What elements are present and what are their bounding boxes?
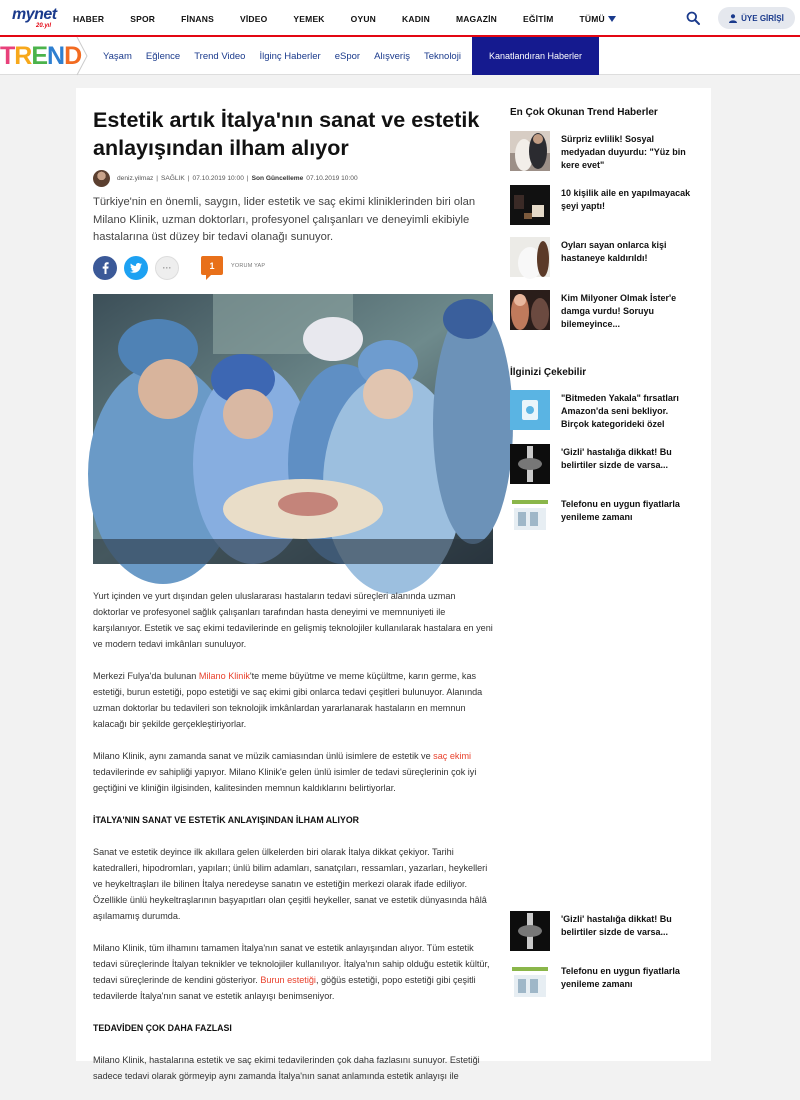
article-lead: Türkiye'nin en önemli, saygın, lider estetik ve saç ekimi kliniklerinden biri olan Milano Klinik, uzman doktorları, profesyonel çalışanları ve deneyimli ekibiyle hastalarına üst düzey bir tedavi olanağı sunuyor. [93,196,476,243]
paragraph: Sanat ve estetik deyince ilk akıllara gelen ülkelerden biri olarak İtalya dikkat çekiyor. Tarihi katedralleri, hipodromları, yapıları; ünlü bilim adamları, sanatçıları, ressamları, yazarları, heykelleri ve heykeltraşları ile bilinen İtalya neredeyse sanatın ve estetiğin merkezi olarak ifade ediliyor. Özellikle ünlü heykeltraşlarının başyapıtları olan çeşitli heykeller, sanat ve estetik dünyasında hâlâ aşılamamış durumda. [93,847,488,921]
nav-magazin[interactable]: MAGAZİN [455,13,497,24]
search-icon[interactable] [686,11,700,25]
comment-button[interactable] [201,256,265,275]
paragraph [93,748,493,796]
facebook-icon [102,262,109,274]
paragraph-text: , göğüs estetiği, popo estetiği gibi çeşitli tedavilerde İtalya'nın sanat ve estetik anlayışı benimseniyor. [93,975,476,1001]
popular-item-title: 10 kişilik aile en yapılmayacak şeyi yaptı! [561,188,691,211]
trend-logo[interactable] [0,42,82,70]
trend-logo-letter: N [47,42,65,70]
burun-estetigi-link[interactable]: Burun estetiği [260,975,316,985]
published-date: 07.10.2019 10:00 [192,174,244,182]
mynet-logo[interactable] [12,6,56,32]
author-name[interactable]: deniz.yilmaz [117,174,154,182]
section-heading: TEDAVİDEN ÇOK DAHA FAZLASI [93,1023,232,1033]
paragraph [93,940,493,1004]
user-icon [729,14,737,23]
thumbnail [510,185,550,225]
trend-logo-letter: E [31,42,48,70]
chevron-right-icon [76,37,88,75]
paragraph-text: tedavilerinde ev sahipliği yapıyor. Milano Klinik'e gelen ünlü isimler de tedavi süreçlerinin çok iyi geçtiğini ve kliniğin ilgisinden, kalitesinden memnun kaldıklarını belirtiyorlar. [93,767,477,793]
interest-item-title: Telefonu en uygun fiyatlarla yenileme zamanı [561,499,680,522]
paragraph-text: Milano Klinik, tüm ilhamını tamamen İtalya'nın sanat ve estetik anlayışından alıyor. Tüm estetik tedavi süreçlerinde İtalyan teknikler ve teknolojiler kullanılıyor. İtalya'nın sahip olduğu estetik kültür, tedavi süreçlerinde de kendini gösteriyor. [93,943,490,985]
popular-title: En Çok Okunan Trend Haberler [510,107,658,118]
nav-spor[interactable]: SPOR [130,13,156,24]
section-heading: İTALYA'NIN SANAT VE ESTETİK ANLAYIŞINDAN İLHAM ALIYOR [93,815,360,825]
trend-navbar [0,37,800,75]
interest-item-title: 'Gizli' hastalığa dikkat! Bu belirtiler sizde de varsa... [561,914,672,937]
meta-divider: | [187,174,190,182]
logo-text: mynet [12,6,57,23]
trend-logo-letter: D [64,42,82,70]
paragraph-text: 'te meme büyütme ve meme küçültme, karın germe, kas estetiği, burun estetiği, popo estetiği ve saç ekimi gibi onlarca tedavi çeşitleri bulunuyor. Alanında uzman doktorlar bu tedavileri son teknolojik imkânlardan yararlanarak hastaların en memnun kalacağı bir şekilde gerçekleştiriyorlar. [93,671,483,729]
thumbnail [510,290,550,330]
thumbnail [510,496,550,536]
popular-item-title: Kim Milyoner Olmak İster'e damga vurdu! Soruyu bilemeyince... [561,293,677,329]
interest-item[interactable] [510,444,700,484]
more-share-button[interactable]: ··· [155,256,179,280]
trend-nav-trend-video[interactable]: Trend Video [194,50,246,62]
updated-label: Son Güncelleme [251,174,304,182]
thumbnail [510,911,550,951]
interest-item-title: Telefonu en uygun fiyatlarla yenileme zamanı [561,966,680,989]
interest-item[interactable] [510,496,700,536]
nav-oyun[interactable]: OYUN [350,13,377,24]
meta-divider: | [246,174,249,182]
nav-more-menu[interactable] [579,14,615,24]
caret-down-icon [608,16,616,22]
interest-item-title: "Bitmeden Yakala" fırsatları Amazon'da seni bekliyor. Birçok kategorideki özel [561,393,679,429]
paragraph: Yurt içinden ve yurt dışından gelen uluslararası hastaların tedavi süreçleri alanında uzman doktorlar ve profesyonel sağlık çalışanları tarafından hasta deneyimi ve memnuniyeti ile karşılanıyor. Estetik ve saç ekimi tedavilerinde en gelişmiş teknolojiler kullanılarak hastalara en yeni ve modern tedavi imkânları sunuluyor. [93,591,493,649]
thumbnail [510,444,550,484]
nav-yemek[interactable]: YEMEK [293,13,325,24]
updated-date: 07.10.2019 10:00 [306,174,358,182]
nav-haber[interactable]: HABER [73,13,105,24]
article-meta [93,169,358,187]
interest-item[interactable] [510,390,700,430]
paragraph: Milano Klinik, hastalarına estetik ve saç ekimi tedavilerinden çok daha fazlasını sunuyor. Estetiği sadece tedavi olarak görmeyip aynı zamanda İtalya'nın sanat anlamında estetik anlayışı ile [93,1055,480,1081]
kanatlandiran-haberler-button[interactable]: Kanatlandıran Haberler [472,37,599,75]
sac-ekimi-link[interactable]: saç ekimi [433,751,472,761]
trend-nav-ilginc-haberler[interactable]: İlginç Haberler [259,50,321,62]
facebook-share-button[interactable] [93,256,117,280]
popular-item[interactable] [510,185,700,225]
paragraph [93,668,493,732]
nav-more-label: TÜMÜ [579,13,605,24]
popular-item-title: Oyları sayan onlarca kişi hastaneye kaldırıldı! [561,240,667,263]
popular-item-title: Sürpriz evlilik! Sosyal medyadan duyurdu: "Yüz bin kere evet" [561,134,686,170]
surgery-photo [93,294,493,564]
trend-nav-espor[interactable]: eSpor [334,50,361,62]
category-link[interactable]: SAĞLIK [161,174,185,182]
trend-logo-letter: R [14,42,32,70]
login-button[interactable] [718,7,795,29]
author-avatar[interactable] [93,170,110,187]
twitter-icon [130,263,142,273]
login-label: ÜYE GİRİŞİ [741,13,784,23]
article-body [93,588,493,1100]
comment-count-badge: 1 [201,256,223,275]
interest-item-title: 'Gizli' hastalığa dikkat! Bu belirtiler sizde de varsa... [561,447,672,470]
nav-kadin[interactable]: KADIN [402,13,430,24]
trend-nav-yasam[interactable]: Yaşam [103,50,132,62]
top-navbar [0,0,800,37]
article-title: Estetik artık İtalya'nın sanat ve estetik anlayışından ilham alıyor [93,108,480,160]
popular-item[interactable] [510,237,700,277]
trend-nav-teknoloji[interactable]: Teknoloji [423,50,461,62]
share-buttons [93,256,179,280]
interest-item[interactable] [510,911,700,951]
main-nav [73,0,642,37]
interest-title: İlginizi Çekebilir [510,367,587,378]
milano-klinik-link[interactable]: Milano Klinik [198,671,250,681]
article-card [76,88,711,1081]
thumbnail [510,237,550,277]
comment-label: YORUM YAP [231,263,266,269]
nav-video[interactable]: VİDEO [239,13,268,24]
popular-item[interactable] [510,290,700,330]
paragraph-text: Milano Klinik, aynı zamanda sanat ve müzik camiasından ünlü isimlere de estetik ve [93,751,434,761]
nav-finans[interactable]: FİNANS [181,13,214,24]
meta-divider: | [156,174,158,182]
trend-nav-alisveris[interactable]: Alışveriş [374,50,410,62]
thumbnail [510,131,550,171]
popular-item[interactable] [510,131,700,171]
thumbnail [510,963,550,1003]
logo-tag: 20.yıl [36,23,52,29]
paragraph-text: Merkezi Fulya'da bulunan [93,671,199,681]
trend-nav [103,37,475,75]
trend-logo-letter: T [0,42,15,70]
thumbnail [510,390,550,430]
trend-nav-eglence[interactable]: Eğlence [145,50,181,62]
nav-egitim[interactable]: EĞİTİM [523,13,554,24]
twitter-share-button[interactable] [124,256,148,280]
interest-item[interactable] [510,963,700,1003]
